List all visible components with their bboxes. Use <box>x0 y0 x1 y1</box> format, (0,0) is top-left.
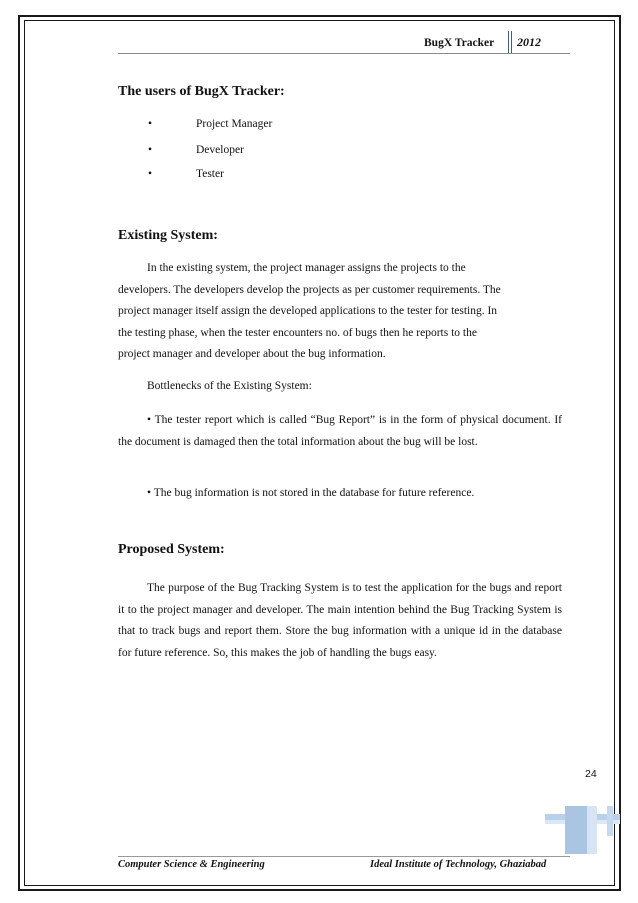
bullet-icon: • <box>147 487 152 499</box>
proposed-system-paragraph: The purpose of the Bug Tracking System is to test the application for the bugs and report it to the project manager and developer. The main intention behind the Bug Tracking System is that to track bugs and report them. Store the bug information with a unique id in the database for future reference. So, this makes the job of handling the bugs easy. <box>118 582 562 659</box>
bottleneck-item: • The bug information is not stored in the database for future reference. <box>147 487 475 499</box>
bottlenecks-title: Bottlenecks of the Existing System: <box>147 380 312 392</box>
proposed-system-heading: Proposed System: <box>118 542 225 557</box>
header-document-title: BugX Tracker <box>424 37 495 49</box>
page-number: 24 <box>585 768 597 780</box>
existing-system-paragraph <box>118 258 562 366</box>
footer-rule <box>118 856 570 857</box>
bullet-icon: • <box>148 168 153 180</box>
footer-institute: Ideal Institute of Technology, Ghaziabad <box>370 859 547 870</box>
footer-department: Computer Science & Engineering <box>118 859 265 870</box>
paragraph-line: developers. The developers develop the projects as per customer requirements. The <box>118 283 501 296</box>
list-item <box>148 144 244 156</box>
users-heading: The users of BugX Tracker: <box>118 84 285 99</box>
paragraph-line: In the existing system, the project manager assigns the projects to the <box>147 262 466 274</box>
list-item-label: Developer <box>196 144 244 156</box>
paragraph-line: project manager and developer about the bug information. <box>118 348 386 360</box>
header-separator <box>508 31 512 53</box>
bottleneck-item: • The tester report which is called “Bug Report” is in the form of physical document. If the document is damaged then the total information about the bug will be lost. <box>118 414 563 448</box>
bullet-icon: • <box>148 118 153 130</box>
bullet-icon: • <box>148 144 153 156</box>
existing-system-heading: Existing System: <box>118 228 218 243</box>
list-item <box>148 168 224 180</box>
bullet-icon: • <box>147 414 152 426</box>
list-item-label: Project Manager <box>196 118 273 130</box>
page-tab-graphic <box>545 806 620 859</box>
list-item-label: Tester <box>196 168 224 180</box>
paragraph-line: project manager itself assign the developed applications to the tester for testing. In <box>118 305 498 317</box>
list-item <box>148 118 273 130</box>
paragraph-line: the testing phase, when the tester encounters no. of bugs then he reports to the <box>118 326 477 339</box>
header-rule <box>118 53 570 54</box>
header-year: 2012 <box>517 35 541 49</box>
page-border-inner <box>24 20 615 886</box>
